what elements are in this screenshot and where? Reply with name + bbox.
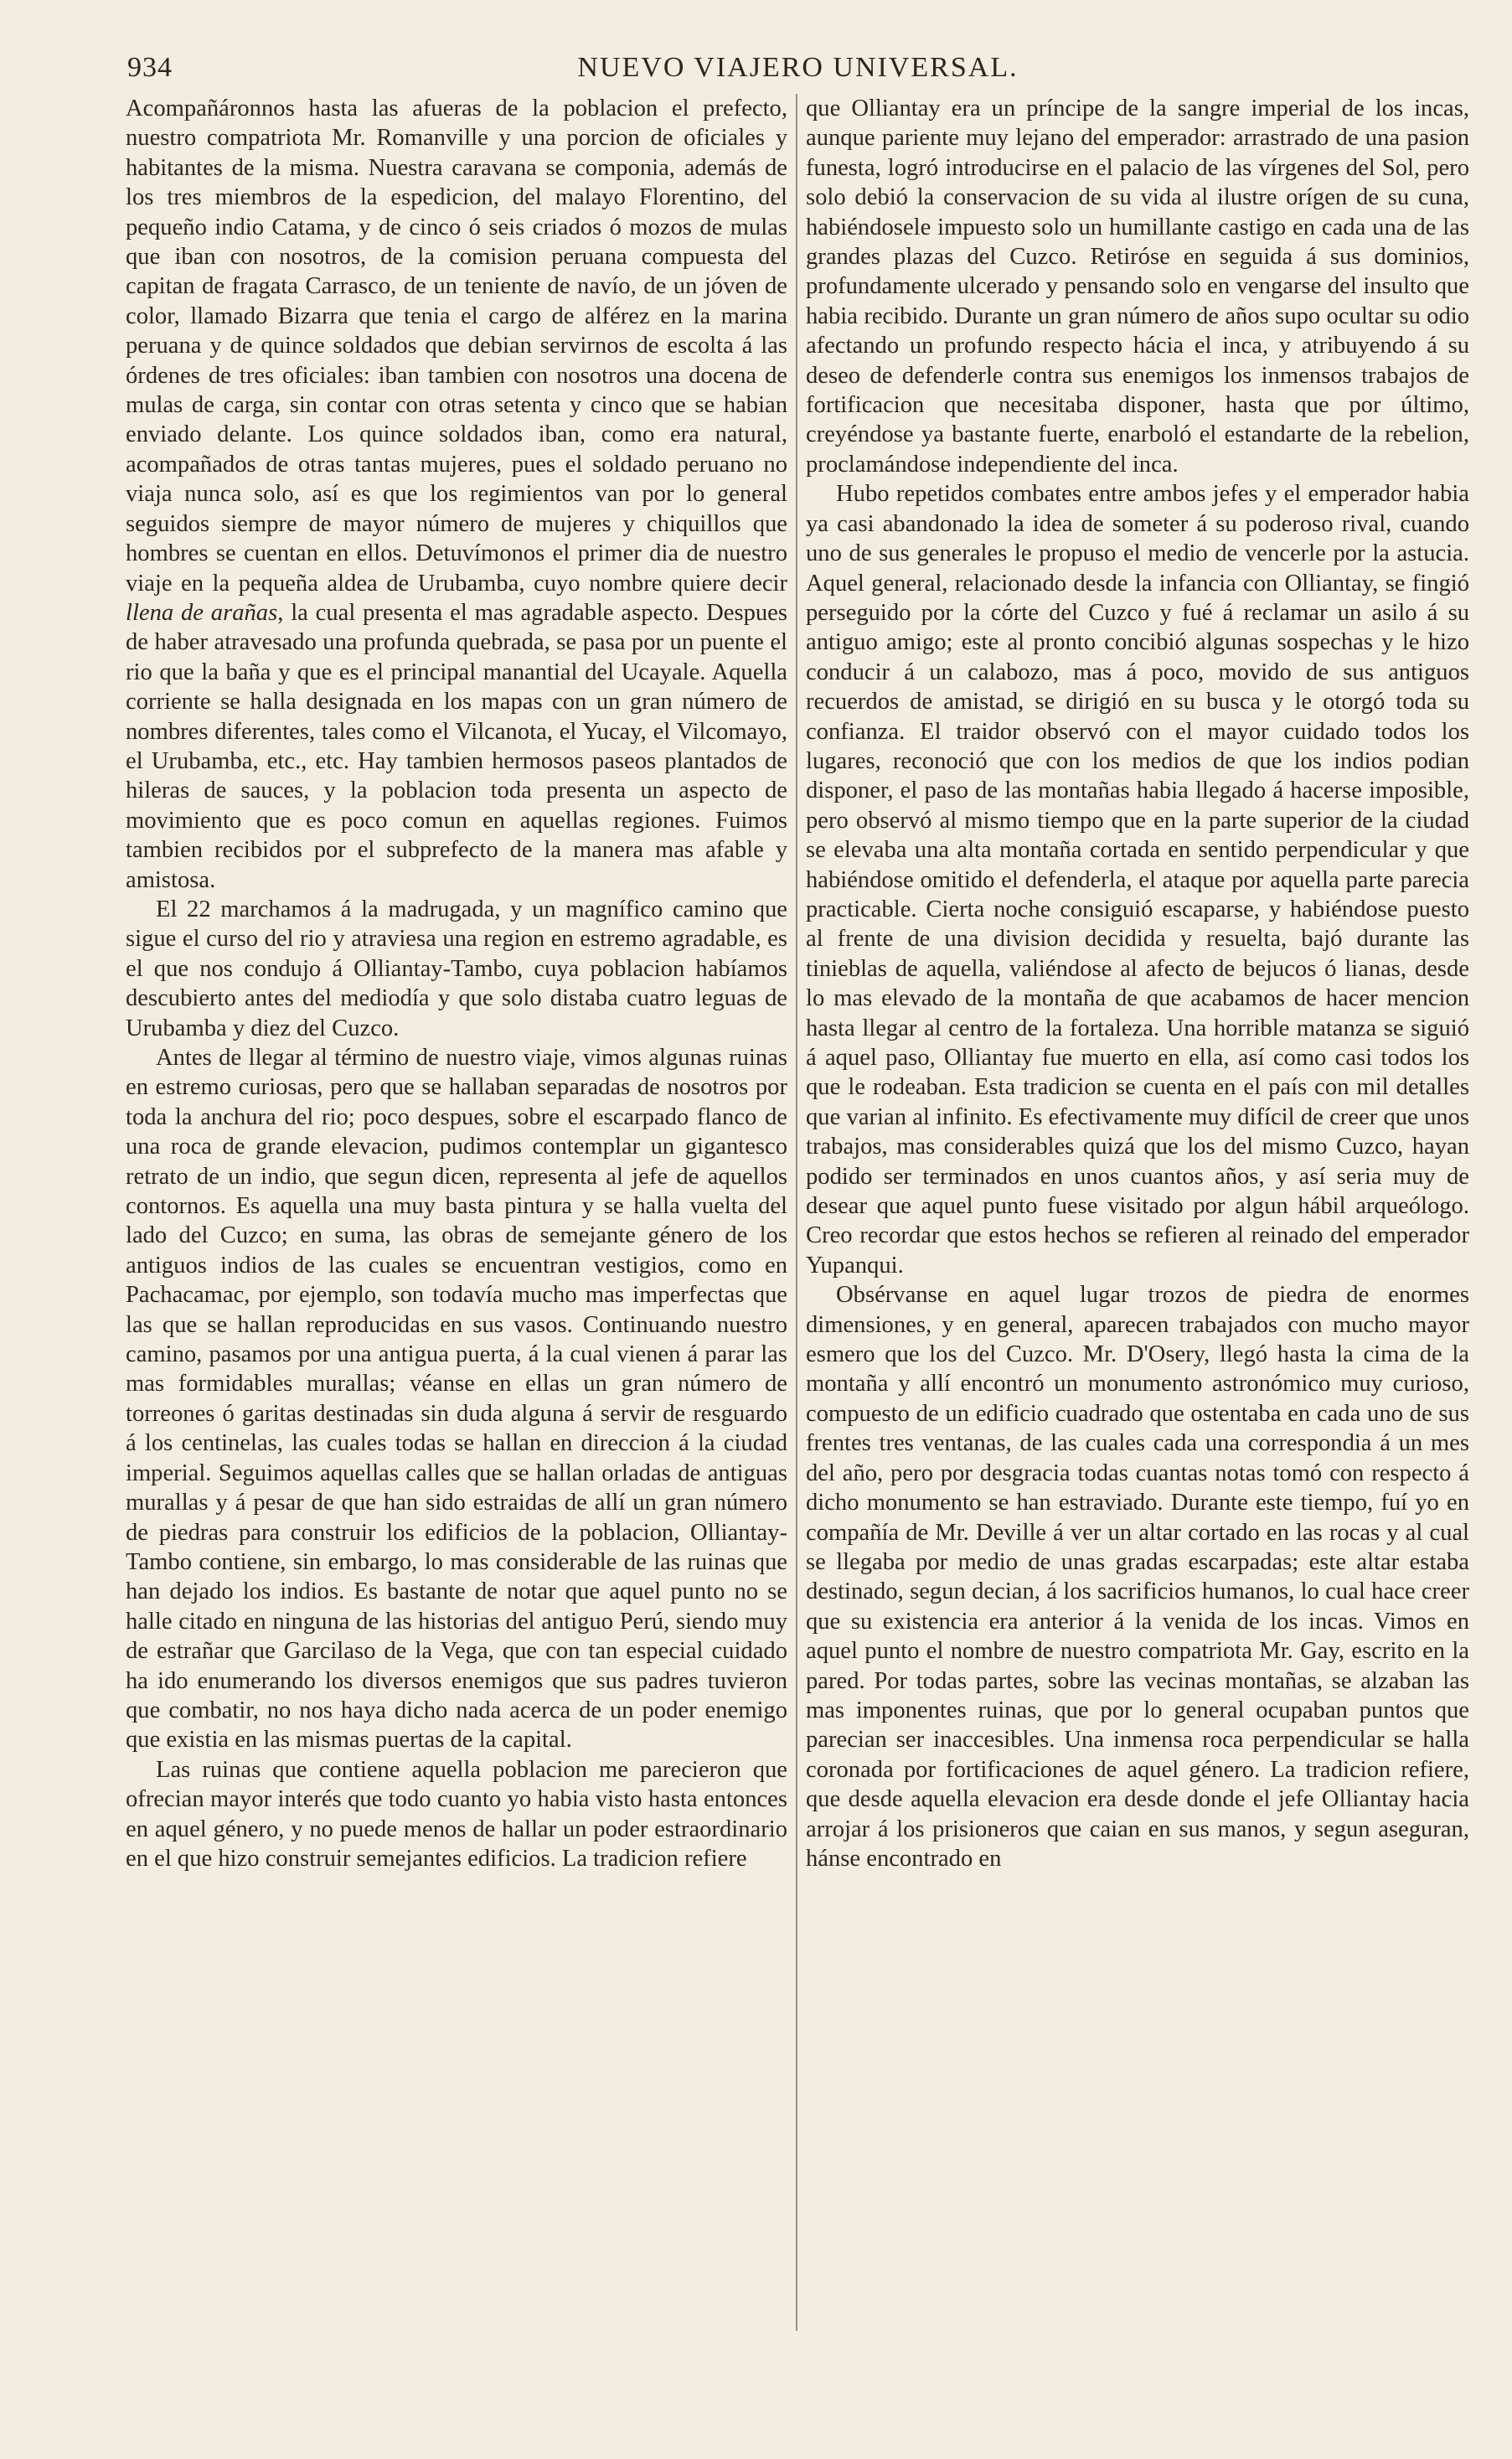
left-paragraph-1-text: Acompañáronnos hasta las afueras de la poblacion el prefecto, nuestro compatriota Mr. Romanville y una porcion de oficiales y habitantes de la misma. Nuestra caravana se componia, además de los tres miembros de la espedicion, del malayo Florentino, del pequeño indio Catama, y de cinco ó seis criados ó mozos de mulas que iban con nosotros, de la comision peruana compuesta del capitan de fragata Carrasco, de un teniente de navío, de un jóven de color, llamado Bizarra que tenia el cargo de alférez en la marina peruana y de quince soldados que debian servirnos de escolta á las órdenes de tres oficiales: iban tambien con nosotros una docena de mulas de carga, sin contar con otras setenta y cinco que se habian enviado delante. Los quince soldados iban, como era natural, acompañados de otras tantas mujeres, pues el soldado peruano no viaja nunca solo, así es que los regimientos van por lo general seguidos siempre de mayor número de mujeres y chiquillos que hombres se cuentan en ellos. Detuvímonos el primer dia de nuestro viaje en la pequeña aldea de Urubamba, cuyo nombre quiere decir (126, 96, 787, 597)
left-paragraph-3: Antes de llegar al término de nuestro viaje, vimos algunas ruinas en estremo curiosas, pero que se hallaban separadas de nosotros por toda la anchura del rio; poco despues, sobre el escarpado flanco de una roca de grande elevacion, pudimos contemplar un gigantesco retrato de un indio, que segun dicen, representa al jefe de aquellos contornos. Es aquella una muy basta pintura y se halla vuelta del lado del Cuzco; en suma, las obras de semejante género de los antiguos indios de las cuales se encuentran vestigios, como en Pachacamac, por ejemplo, son todavía mucho mas imperfectas que las que se hallan reproducidas en sus vasos. Continuando nuestro camino, pasamos por una antigua puerta, á la cual vienen á parar las mas formidables murallas; véanse en ellas un gran número de torreones ó garitas destinadas sin duda alguna á servir de resguardo á los centinelas, las cuales todas se hallan en direccion á la ciudad imperial. Seguimos aquellas calles que se hallan orladas de antiguas murallas y á pesar de que han sido estraidas de allí un gran número de piedras para construir los edificios de la poblacion, Olliantay-Tambo contiene, sin embargo, lo mas considerable de las ruinas que han dejado los indios. Es bastante de notar que aquel punto no se halle citado en ninguna de las historias del antiguo Perú, siendo muy de estrañar que Garcilaso de la Vega, que con tan especial cuidado ha ido enumerando los diversos enemigos que sus padres tuvieron que combatir, no nos haya dicho nada acerca de un poder enemigo que existia en las mismas puertas de la capital. (126, 1045, 787, 1754)
left-paragraph-1-end: , la cual presenta el mas agradable aspecto. Despues de haber atravesado una profunda quebrada, se pasa por un puente el rio que la baña y que es el principal manantial del Ucayale. Aquella corriente se halla designada en los mapas con un gran número de nombres diferentes, tales como el Vilcanota, el Yucay, el Vilcomayo, el Urubamba, etc., etc. Hay tambien hermosos paseos plantados de hileras de sauces, y la poblacion toda presenta un aspecto de movimiento que es poco comun en aquellas regiones. Fuimos tambien recibidos por el subprefecto de la manera mas afable y amistosa. (126, 599, 787, 893)
column-divider (796, 94, 797, 2331)
right-paragraph-3: Obsérvanse en aquel lugar trozos de piedra de enormes dimensiones, y en general, aparecen trabajados con mucho mayor esmero que los del Cuzco. Mr. D'Osery, llegó hasta la cima de la montaña y allí encontró un monumento astronómico muy curioso, compuesto de un edificio cuadrado que ostentaba en cada uno de sus frentes tres ventanas, de las cuales cada una correspondia á un mes del año, pero por desgracia todas cuantas notas tomó con respecto á dicho monumento se han estraviado. Durante este tiempo, fuí yo en compañía de Mr. Deville á ver un altar cortado en las rocas y al cual se llegaba por medio de unas gradas escarpadas; este altar estaba destinado, segun decian, á los sacrificios humanos, lo cual hace creer que su existencia era anterior á la venida de los incas. Vimos en aquel punto el nombre de nuestro compatriota Mr. Gay, escrito en la pared. Por todas partes, sobre las vecinas montañas, se alzaban las mas imponentes ruinas, que por lo general ocupaban puntos que parecian ser inaccesibles. Una inmensa roca perpendicular se halla coronada por fortificaciones de aquel género. La tradicion refiere, que desde aquella elevacion era desde donde el jefe Olliantay hacia arrojar á los prisioneros que caian en sus manos, y segun aseguran, hánse encontrado en (806, 1282, 1469, 1872)
right-paragraph-2: Hubo repetidos combates entre ambos jefes y el emperador habia ya casi abandonado la idea de someter á su poderoso rival, cuando uno de sus generales le propuso el medio de vencerle por la astucia. Aquel general, relacionado desde la infancia con Olliantay, se fingió perseguido por la córte del Cuzco y fué á reclamar un asilo á su antiguo amigo; este al pronto concibió algunas sospechas y le hizo conducir á un calabozo, mas á poco, movido de sus antiguos recuerdos de amistad, se dirigió en su busca y le otorgó toda su confianza. El traidor observó con el mayor cuidado todos los lugares, reconoció que con los medios de que los indios podian disponer, el paso de las montañas habia llegado á hacerse imposible, pero observó al mismo tiempo que en la parte superior de la ciudad se elevaba una alta montaña cortada en sentido perpendicular y que habiéndose omitido el defenderla, el ataque por aquella parte parecia practicable. Cierta noche consiguió escaparse, y habiéndose puesto al frente de una division decidida y resuelta, bajó durante las tinieblas de aquella, valiéndose al afecto de bejucos ó lianas, desde lo mas elevado de la montaña de que acabamos de hacer mencion hasta llegar al centro de la fortaleza. Una horrible matanza se siguió á aquel paso, Olliantay fue muerto en ella, así como casi todos los que le rodeaban. Esta tradicion se cuenta en el país con mil detalles que varian al infinito. Es efectivamente muy difícil de creer que unos trabajos, mas considerables quizá que los del mismo Cuzco, hayan podido ser terminados en unos cuantos años, y así seria muy de desear que aquel punto fuese visitado por algun hábil arqueólogo. Creo recordar que estos hechos se refieren al reinado del emperador Yupanqui. (806, 481, 1469, 1279)
page-header (127, 52, 1468, 89)
left-column (126, 94, 787, 1873)
running-title: NUEVO VIAJERO UNIVERSAL. (577, 52, 1019, 83)
left-paragraph-1-italic: llena de arañas (126, 599, 278, 626)
left-paragraph-2: El 22 marchamos á la madrugada, y un magnífico camino que sigue el curso del rio y atraviesa una region en estremo agradable, es el que nos condujo á Olliantay-Tambo, cuya poblacion habíamos descubierto antes del mediodía y que solo distaba cuatro leguas de Urubamba y diez del Cuzco. (126, 896, 787, 1041)
left-paragraph-1 (126, 94, 787, 895)
right-paragraph-1: que Olliantay era un príncipe de la sangre imperial de los incas, aunque pariente muy lejano del emperador: arrastrado de una pasion funesta, logró introducirse en el palacio de las vírgenes del Sol, pero solo debió la conservacion de su vida al ilustre orígen de su cuna, habiéndosele impuesto solo un humillante castigo en cada una de las grandes plazas del Cuzco. Retiróse en seguida á sus dominios, profundamente ulcerado y pensando solo en vengarse del insulto que habia recibido. Durante un gran número de años supo ocultar su odio afectando un profundo respecto hácia el inca, y atribuyendo á su deseo de defenderle contra sus enemigos los inmensos trabajos de fortificacion que necesitaba disponer, hasta que por último, creyéndose ya bastante fuerte, enarboló el estandarte de la rebelion, proclamándose independiente del inca. (806, 96, 1469, 478)
right-column (806, 94, 1469, 1873)
left-paragraph-4: Las ruinas que contiene aquella poblacion me parecieron que ofrecian mayor interés que todo cuanto yo habia visto hasta entonces en aquel género, y no puede menos de hallar un poder estraordinario en el que hizo construir semejantes edificios. La tradicion refiere (126, 1756, 787, 1872)
page-number: 934 (127, 52, 173, 83)
